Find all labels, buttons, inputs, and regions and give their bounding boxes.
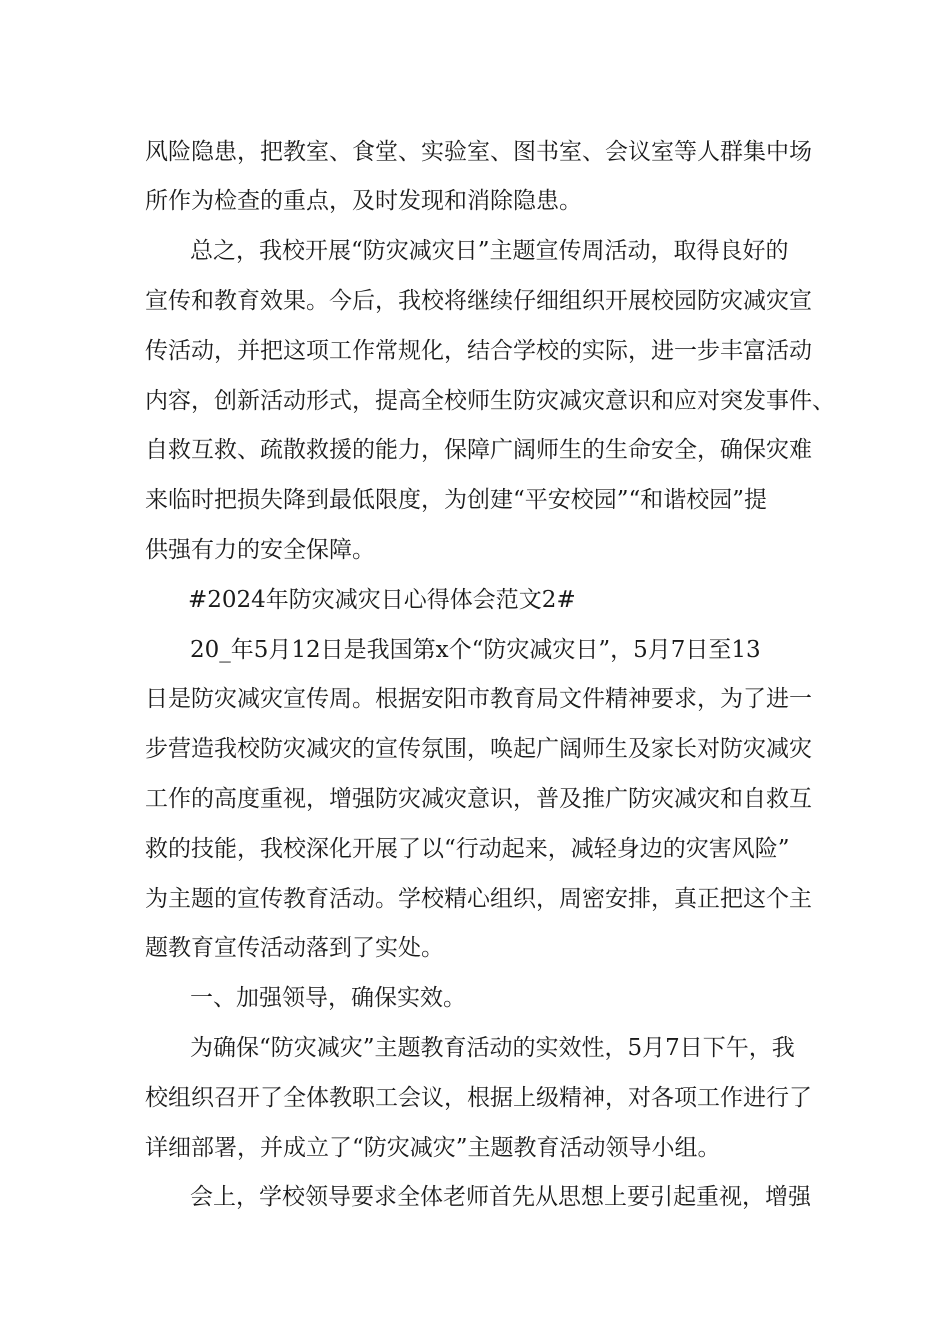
text-line: 为主题的宣传教育活动。学校精心组织，周密安排，真正把这个主: [145, 886, 812, 912]
text-line: 工作的高度重视，增强防灾减灾意识，普及推广防灾减灾和自救互: [145, 786, 812, 812]
paragraph-start-line: 会上，学校领导要求全体老师首先从思想上要引起重视，增强: [190, 1184, 811, 1210]
text-line: 步营造我校防灾减灾的宣传氛围，唤起广阔师生及家长对防灾减灾: [145, 736, 812, 762]
text-line: 题教育宣传活动落到了实处。: [145, 935, 444, 961]
text-line: 传活动，并把这项工作常规化，结合学校的实际，进一步丰富活动: [145, 338, 812, 364]
text-line: 风险隐患，把教室、食堂、实验室、图书室、会议室等人群集中场: [145, 139, 812, 165]
text-line: 所作为检查的重点，及时发现和消除隐患。: [145, 188, 582, 214]
text-line: 内容，创新活动形式，提高全校师生防灾减灾意识和应对突发事件、: [145, 388, 835, 414]
paragraph-start-line: 总之，我校开展“防灾减灾日”主题宣传周活动，取得良好的: [190, 238, 789, 264]
paragraph-start-line: 为确保“防灾减灾”主题教育活动的实效性，5月7日下午，我: [190, 1035, 795, 1061]
text-line: 日是防灾减灾宣传周。根据安阳市教育局文件精神要求，为了进一: [145, 686, 812, 712]
paragraph-start-line: 20_年5月12日是我国第x个“防灾减灾日”，5月7日至13: [190, 637, 761, 663]
text-line: 来临时把损失降到最低限度，为创建“平安校园”“和谐校园”提: [145, 487, 768, 513]
text-line: 救的技能，我校深化开展了以“行动起来，减轻身边的灾害风险”: [145, 836, 790, 862]
section-heading: #2024年防灾减灾日心得体会范文2#: [188, 587, 576, 613]
text-line: 校组织召开了全体教职工会议，根据上级精神，对各项工作进行了: [145, 1085, 812, 1111]
text-line: 自救互救、疏散救援的能力，保障广阔师生的生命安全，确保灾难: [145, 437, 812, 463]
text-line: 详细部署，并成立了“防灾减灾”主题教育活动领导小组。: [145, 1135, 721, 1161]
subsection-heading: 一、加强领导，确保实效。: [190, 985, 466, 1011]
text-line: 宣传和教育效果。今后，我校将继续仔细组织开展校园防灾减灾宣: [145, 288, 812, 314]
text-line: 供强有力的安全保障。: [145, 537, 375, 563]
